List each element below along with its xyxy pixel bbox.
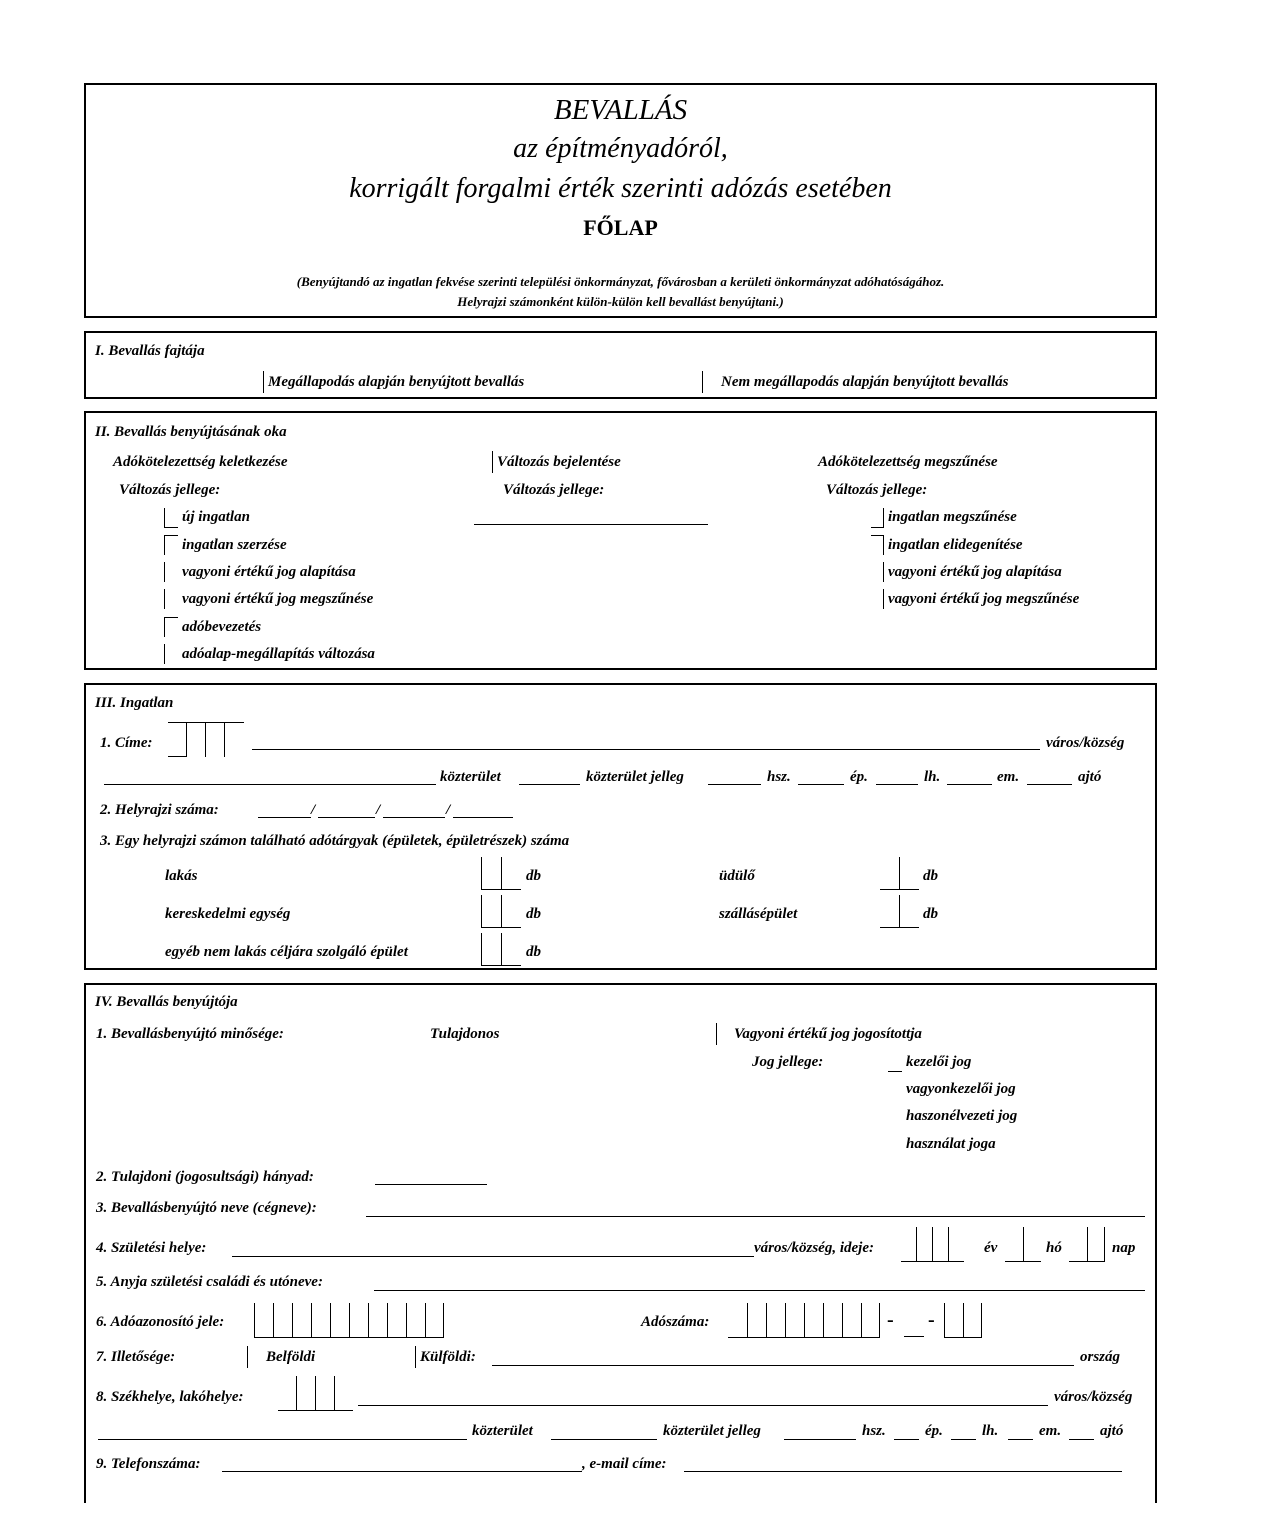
adoszam-dash-2: - <box>928 1309 935 1331</box>
minoseg-label: 1. Bevallásbenyújtó minősége: <box>96 1026 284 1042</box>
label-hasznalat: használat joga <box>906 1136 996 1152</box>
label-egyeb: egyéb nem lakás céljára szolgáló épület <box>165 944 408 960</box>
ep-field[interactable] <box>798 784 844 785</box>
adoszam-label: Adószáma: <box>641 1314 710 1330</box>
email-label: , e-mail címe: <box>582 1456 667 1472</box>
col2-head: Változás bejelentése <box>497 454 621 470</box>
szekhely-label: 8. Székhelye, lakóhelye: <box>96 1389 244 1405</box>
checkbox-uj-ingatlan[interactable] <box>164 508 178 528</box>
street-field[interactable] <box>104 784 436 785</box>
label-szallasepulet: szállásépület <box>719 906 798 922</box>
label-ep: ép. <box>850 769 868 785</box>
illetoseg-label: 7. Illetősége: <box>96 1349 176 1365</box>
label-tulajdonos: Tulajdonos <box>430 1026 500 1042</box>
section-3-box <box>84 683 1157 970</box>
label-haszonelvezeti: haszonélvezeti jog <box>906 1108 1018 1124</box>
hrsz-field-3[interactable] <box>383 817 445 818</box>
nev-field[interactable] <box>366 1216 1145 1217</box>
szekhely-label-hsz: hsz. <box>862 1423 886 1439</box>
egyeb-db: db <box>526 944 541 960</box>
telefon-label: 9. Telefonszáma: <box>96 1456 201 1472</box>
header-note-1: (Benyújtandó az ingatlan fekvése szerinti települési önkormányzat, fővárosban a kerületi önkormányzat adóhatóságához. <box>296 274 945 289</box>
szekhely-label-ep: ép. <box>925 1423 943 1439</box>
label-kozterulet-jelleg: közterület jelleg <box>586 769 684 785</box>
form-subtitle-1: az építményadóról, <box>513 133 728 164</box>
valtozas-jellege-field[interactable] <box>474 524 708 525</box>
orszag-field[interactable] <box>492 1365 1074 1366</box>
col3-head: Adókötelezettség megszűnése <box>818 454 998 470</box>
col1-jelleg: Változás jellege: <box>119 482 221 498</box>
postcode-boxes[interactable] <box>168 722 244 757</box>
szekhely-ajto-field[interactable] <box>1069 1439 1094 1440</box>
ajto-field[interactable] <box>1027 784 1072 785</box>
hrsz-label: 2. Helyrajzi száma: <box>100 802 219 818</box>
checkbox-belfoldi[interactable] <box>247 1346 255 1368</box>
adoszam-boxes-1[interactable] <box>728 1303 880 1338</box>
label-kozterulet: közterület <box>440 769 501 785</box>
hrsz-sep-3: / <box>446 802 451 818</box>
label-adobevezetes: adóbevezetés <box>182 619 262 635</box>
kereskedelmi-boxes[interactable] <box>481 895 521 928</box>
header-note-2: Helyrajzi számonként külön-külön kell bevallást benyújtani.) <box>457 294 784 309</box>
szekhely-city-field[interactable] <box>358 1405 1048 1406</box>
checkbox-jog-alapitasa-1[interactable] <box>164 562 172 582</box>
city-suffix: város/község <box>1046 735 1125 751</box>
adoszam-box-2[interactable] <box>904 1336 924 1337</box>
label-ho: hó <box>1046 1240 1062 1256</box>
szekhely-postcode-boxes[interactable] <box>278 1376 353 1411</box>
udulo-db: db <box>923 868 938 884</box>
label-ev: év <box>984 1240 998 1256</box>
label-kulfoldi: Külföldi: <box>420 1349 476 1365</box>
lakas-db: db <box>526 868 541 884</box>
section-1-title: I. Bevallás fajtája <box>95 343 205 359</box>
szekhely-street-field[interactable] <box>98 1439 467 1440</box>
szekhely-ep-field[interactable] <box>894 1439 919 1440</box>
szekhely-label-kozterulet: közterület <box>472 1423 533 1439</box>
szekhely-street-type-field[interactable] <box>551 1439 657 1440</box>
city-field[interactable] <box>252 749 1040 750</box>
varos-ideje-label: város/község, ideje: <box>754 1240 874 1256</box>
section-2-title: II. Bevallás benyújtásának oka <box>95 424 287 440</box>
label-jog-jellege: Jog jellege: <box>752 1054 824 1070</box>
szekhely-label-lh: lh. <box>982 1423 999 1439</box>
szul-nap-boxes[interactable] <box>1069 1227 1105 1262</box>
col3-jelleg: Változás jellege: <box>826 482 928 498</box>
label-em: em. <box>997 769 1020 785</box>
szekhely-label-ajto: ajtó <box>1100 1423 1124 1439</box>
checkbox-ingatlan-megszunese-base <box>871 527 884 528</box>
hanyad-label: 2. Tulajdoni (jogosultsági) hányad: <box>96 1169 314 1185</box>
label-nem-megallapodas: Nem megállapodás alapján benyújtott bevallás <box>721 374 1009 390</box>
checkbox-jog-megszunese-1[interactable] <box>164 589 172 609</box>
checkbox-adobevezetes[interactable] <box>164 617 178 637</box>
label-udulo: üdülő <box>719 868 755 884</box>
egyeb-boxes[interactable] <box>481 933 521 966</box>
label-jog-alapitasa-3: vagyoni értékű jog alapítása <box>888 564 1062 580</box>
szul-ev-boxes[interactable] <box>901 1227 964 1262</box>
nev-label: 3. Bevallásbenyújtó neve (cégneve): <box>96 1200 317 1216</box>
anyja-field[interactable] <box>374 1290 1145 1291</box>
hrsz-sep-2: / <box>376 802 381 818</box>
hrsz-field-1[interactable] <box>258 817 311 818</box>
email-field[interactable] <box>684 1471 1122 1472</box>
address-label: 1. Címe: <box>100 735 153 751</box>
label-lakas: lakás <box>165 868 198 884</box>
szallasepulet-boxes[interactable] <box>880 895 919 928</box>
label-kereskedelmi: kereskedelmi egység <box>165 906 291 922</box>
anyja-label: 5. Anyja születési családi és utóneve: <box>96 1274 323 1290</box>
label-megallapodas: Megállapodás alapján benyújtott bevallás <box>268 374 525 390</box>
lakas-boxes[interactable] <box>481 857 521 890</box>
hrsz-field-2[interactable] <box>318 817 375 818</box>
label-jog-alapitasa-1: vagyoni értékű jog alapítása <box>182 564 356 580</box>
form-subtitle-2: korrigált forgalmi érték szerinti adózás esetében <box>349 173 892 204</box>
checkbox-kezeloi[interactable] <box>888 1071 902 1072</box>
label-ajto: ajtó <box>1078 769 1102 785</box>
udulo-boxes[interactable] <box>880 857 919 890</box>
label-vagyoni: Vagyoni értékű jog jogosítottja <box>734 1026 922 1042</box>
checkbox-vagyoni[interactable] <box>716 1023 724 1045</box>
szekhely-label-em: em. <box>1039 1423 1062 1439</box>
checkbox-ingatlan-elidegenitese-top <box>871 535 884 536</box>
szekhely-label-kozterulet-jelleg: közterület jelleg <box>663 1423 761 1439</box>
adoazon-label: 6. Adóazonosító jele: <box>96 1314 225 1330</box>
checkbox-ingatlan-szerzese[interactable] <box>164 535 178 555</box>
szekhely-varos: város/község <box>1054 1389 1133 1405</box>
szul-hely-label: 4. Születési helye: <box>96 1240 207 1256</box>
szekhely-lh-field[interactable] <box>951 1439 976 1440</box>
label-ingatlan-szerzese: ingatlan szerzése <box>182 537 287 553</box>
szekhely-hsz-field[interactable] <box>784 1439 856 1440</box>
telefon-field[interactable] <box>222 1471 582 1472</box>
hanyad-field[interactable] <box>375 1184 487 1185</box>
checkbox-adoalap[interactable] <box>164 644 172 664</box>
label-vagyonkezeloi: vagyonkezelői jog <box>906 1081 1016 1097</box>
label-belfoldi: Belföldi <box>266 1349 316 1365</box>
kereskedelmi-db: db <box>526 906 541 922</box>
col1-head: Adókötelezettség keletkezése <box>113 454 288 470</box>
szul-ho-boxes[interactable] <box>1005 1227 1041 1262</box>
szul-hely-field[interactable] <box>232 1256 754 1257</box>
col2-jelleg: Változás jellege: <box>503 482 605 498</box>
label-kezeloi: kezelői jog <box>906 1054 972 1070</box>
lh-field[interactable] <box>876 784 918 785</box>
szallasepulet-db: db <box>923 906 938 922</box>
adoszam-boxes-3[interactable] <box>944 1303 982 1338</box>
label-orszag: ország <box>1080 1349 1121 1365</box>
szekhely-em-field[interactable] <box>1008 1439 1033 1440</box>
adoazon-boxes[interactable] <box>254 1303 444 1338</box>
label-lh: lh. <box>924 769 941 785</box>
label-nap: nap <box>1112 1240 1136 1256</box>
label-adoalap: adóalap-megállapítás változása <box>182 646 375 662</box>
label-hsz: hsz. <box>767 769 791 785</box>
section-3-title: III. Ingatlan <box>95 695 174 711</box>
count-label: 3. Egy helyrajzi számon található adótárgyak (épületek, épületrészek) száma <box>100 833 570 849</box>
label-uj-ingatlan: új ingatlan <box>182 509 250 525</box>
label-jog-megszunese-1: vagyoni értékű jog megszűnése <box>182 591 374 607</box>
street-type-field[interactable] <box>519 784 580 785</box>
label-ingatlan-megszunese: ingatlan megszűnése <box>888 509 1017 525</box>
form-folap: FŐLAP <box>583 215 658 240</box>
hrsz-field-4[interactable] <box>453 817 513 818</box>
em-field[interactable] <box>947 784 992 785</box>
label-ingatlan-elidegenitese: ingatlan elidegenítése <box>888 537 1023 553</box>
adoszam-dash-1: - <box>887 1309 894 1331</box>
section-4-title: IV. Bevallás benyújtója <box>95 994 238 1010</box>
hsz-field[interactable] <box>708 784 761 785</box>
hrsz-sep-1: / <box>311 802 316 818</box>
checkbox-nem-megallapodas[interactable] <box>702 371 710 393</box>
form-title: BEVALLÁS <box>553 94 688 126</box>
label-jog-megszunese-3: vagyoni értékű jog megszűnése <box>888 591 1080 607</box>
